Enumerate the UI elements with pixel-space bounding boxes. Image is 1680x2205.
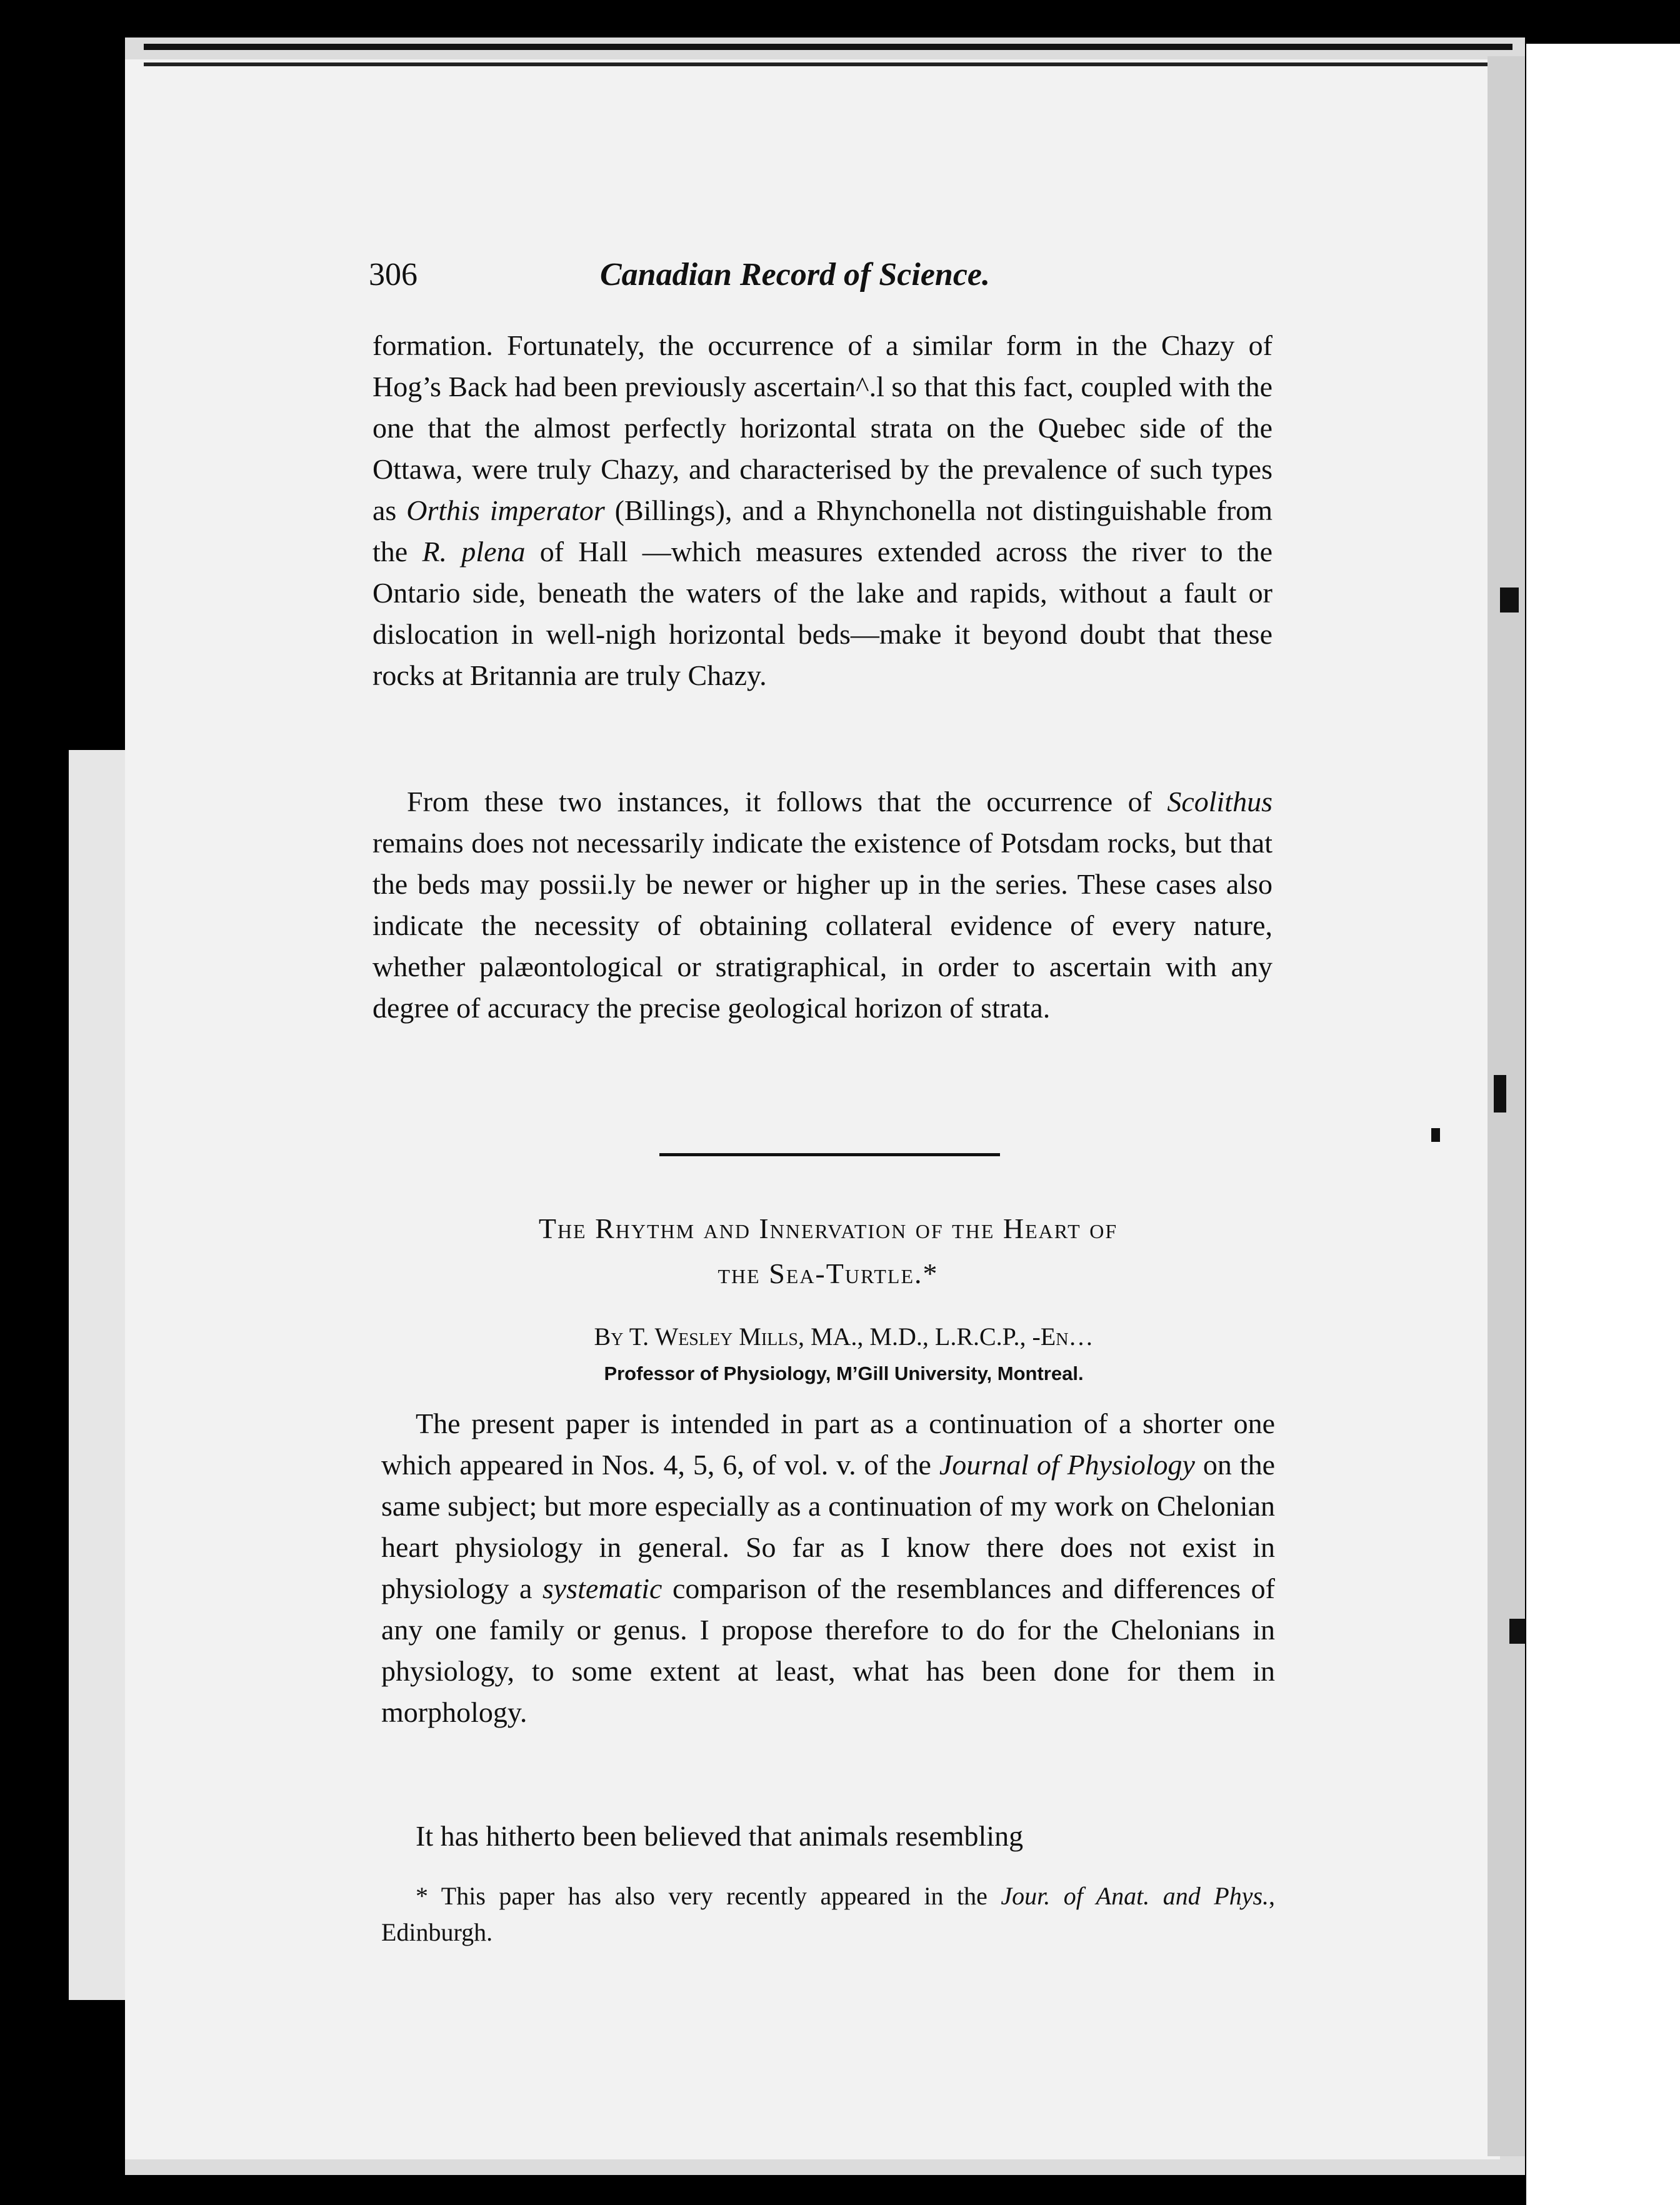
- text-run: * This paper has also very recently appeared in the: [416, 1882, 1001, 1910]
- page-number: 306: [369, 257, 418, 292]
- species-name: R. plena: [422, 536, 526, 568]
- text-run: ^.l: [856, 371, 884, 402]
- text-run: i.: [598, 868, 614, 900]
- text-run: so that this fact, coupled with the one that the almost perfectly horizontal strata on the Quebec side of the Ottawa, were truly Chazy, and characterised by the prevalence of such types as: [372, 371, 1272, 526]
- body-paragraph: It has hitherto been believed that animals resembling: [416, 1820, 1024, 1852]
- page-top-edge-inner: [144, 62, 1488, 66]
- page-top-edge: [144, 44, 1512, 50]
- binding-mark: [1500, 588, 1519, 612]
- journal-reference: Journal of Physiology: [939, 1449, 1195, 1481]
- body-paragraph: [372, 325, 1272, 696]
- text-run: comparison of the resemblances and differences of any one family or genus. I propose therefore to do for the Chelonians in physiology, to some extent at least, what has been done for them in morphology.: [381, 1572, 1275, 1728]
- text-run: , Edinburgh.: [381, 1882, 1276, 1946]
- author-affiliation: Professor of Physiology, M’Gill University, Montreal.: [604, 1362, 1084, 1384]
- journal-title: Canadian Record of Science.: [600, 257, 990, 292]
- left-page-fold: [69, 750, 125, 2000]
- page-edge-shadow: [1488, 56, 1525, 2156]
- body-paragraph: [381, 1403, 1275, 1733]
- text-run: From these two instances, it follows that the occurrence of: [407, 786, 1168, 818]
- text-run: formation. Fortunately, the occurrence of a similar form in the Chazy of Hog’s Back had been previously ascertain: [372, 329, 1272, 402]
- text-run: The present paper is intended in part as a continuation of a shorter one which appeared in Nos. 4, 5, 6, of vol. v. of the: [381, 1408, 1275, 1481]
- article-title: [381, 1206, 1275, 1296]
- body-paragraph: [372, 781, 1272, 1029]
- text-run: remains does not necessarily indicate the existence of Potsdam rocks, but that the beds may possi: [372, 827, 1272, 900]
- journal-reference: Jour. of Anat. and Phys.: [1001, 1882, 1269, 1910]
- text-run: (Billings), and a Rhynchonella not distinguishable from the: [372, 494, 1272, 568]
- title-line: The Rhythm and Innervation of the Heart of: [538, 1212, 1118, 1244]
- genus-name: Scolithus: [1167, 786, 1272, 818]
- footnote: [381, 1878, 1275, 1951]
- running-header: [369, 256, 1269, 300]
- binding-mark: [1431, 1128, 1440, 1142]
- scan-margin-strip: [1526, 44, 1680, 2205]
- binding-mark: [1494, 1075, 1506, 1112]
- emphasis: systematic: [542, 1572, 662, 1604]
- author-byline: By T. Wesley Mills, MA., M.D., L.R.C.P., ‑En…: [594, 1322, 1094, 1351]
- binding-mark: [1509, 1619, 1525, 1644]
- species-name: Orthis imperator: [406, 494, 605, 526]
- title-line: the Sea-Turtle.*: [718, 1258, 939, 1289]
- text-run: ly be newer or higher up in the series. These cases also indicate the necessity of obtaining collateral evidence of every nature, whether palæontological or stratigraphical, in order to ascertain with any degree of accuracy the precise geological horizon of strata.: [372, 868, 1273, 1024]
- section-separator: [659, 1153, 1000, 1156]
- text-run: of Hall —which measures extended across the river to the Ontario side, beneath the waters of the lake and rapids, without a fault or dislocation in well-nigh horizontal beds—make it beyond doubt that these rocks at Britannia are truly Chazy.: [372, 536, 1273, 691]
- text-run: on the same subject; but more especially as a continuation of my work on Chelonian heart physiology in general. So far as I know there does not exist in physiology a: [381, 1449, 1276, 1604]
